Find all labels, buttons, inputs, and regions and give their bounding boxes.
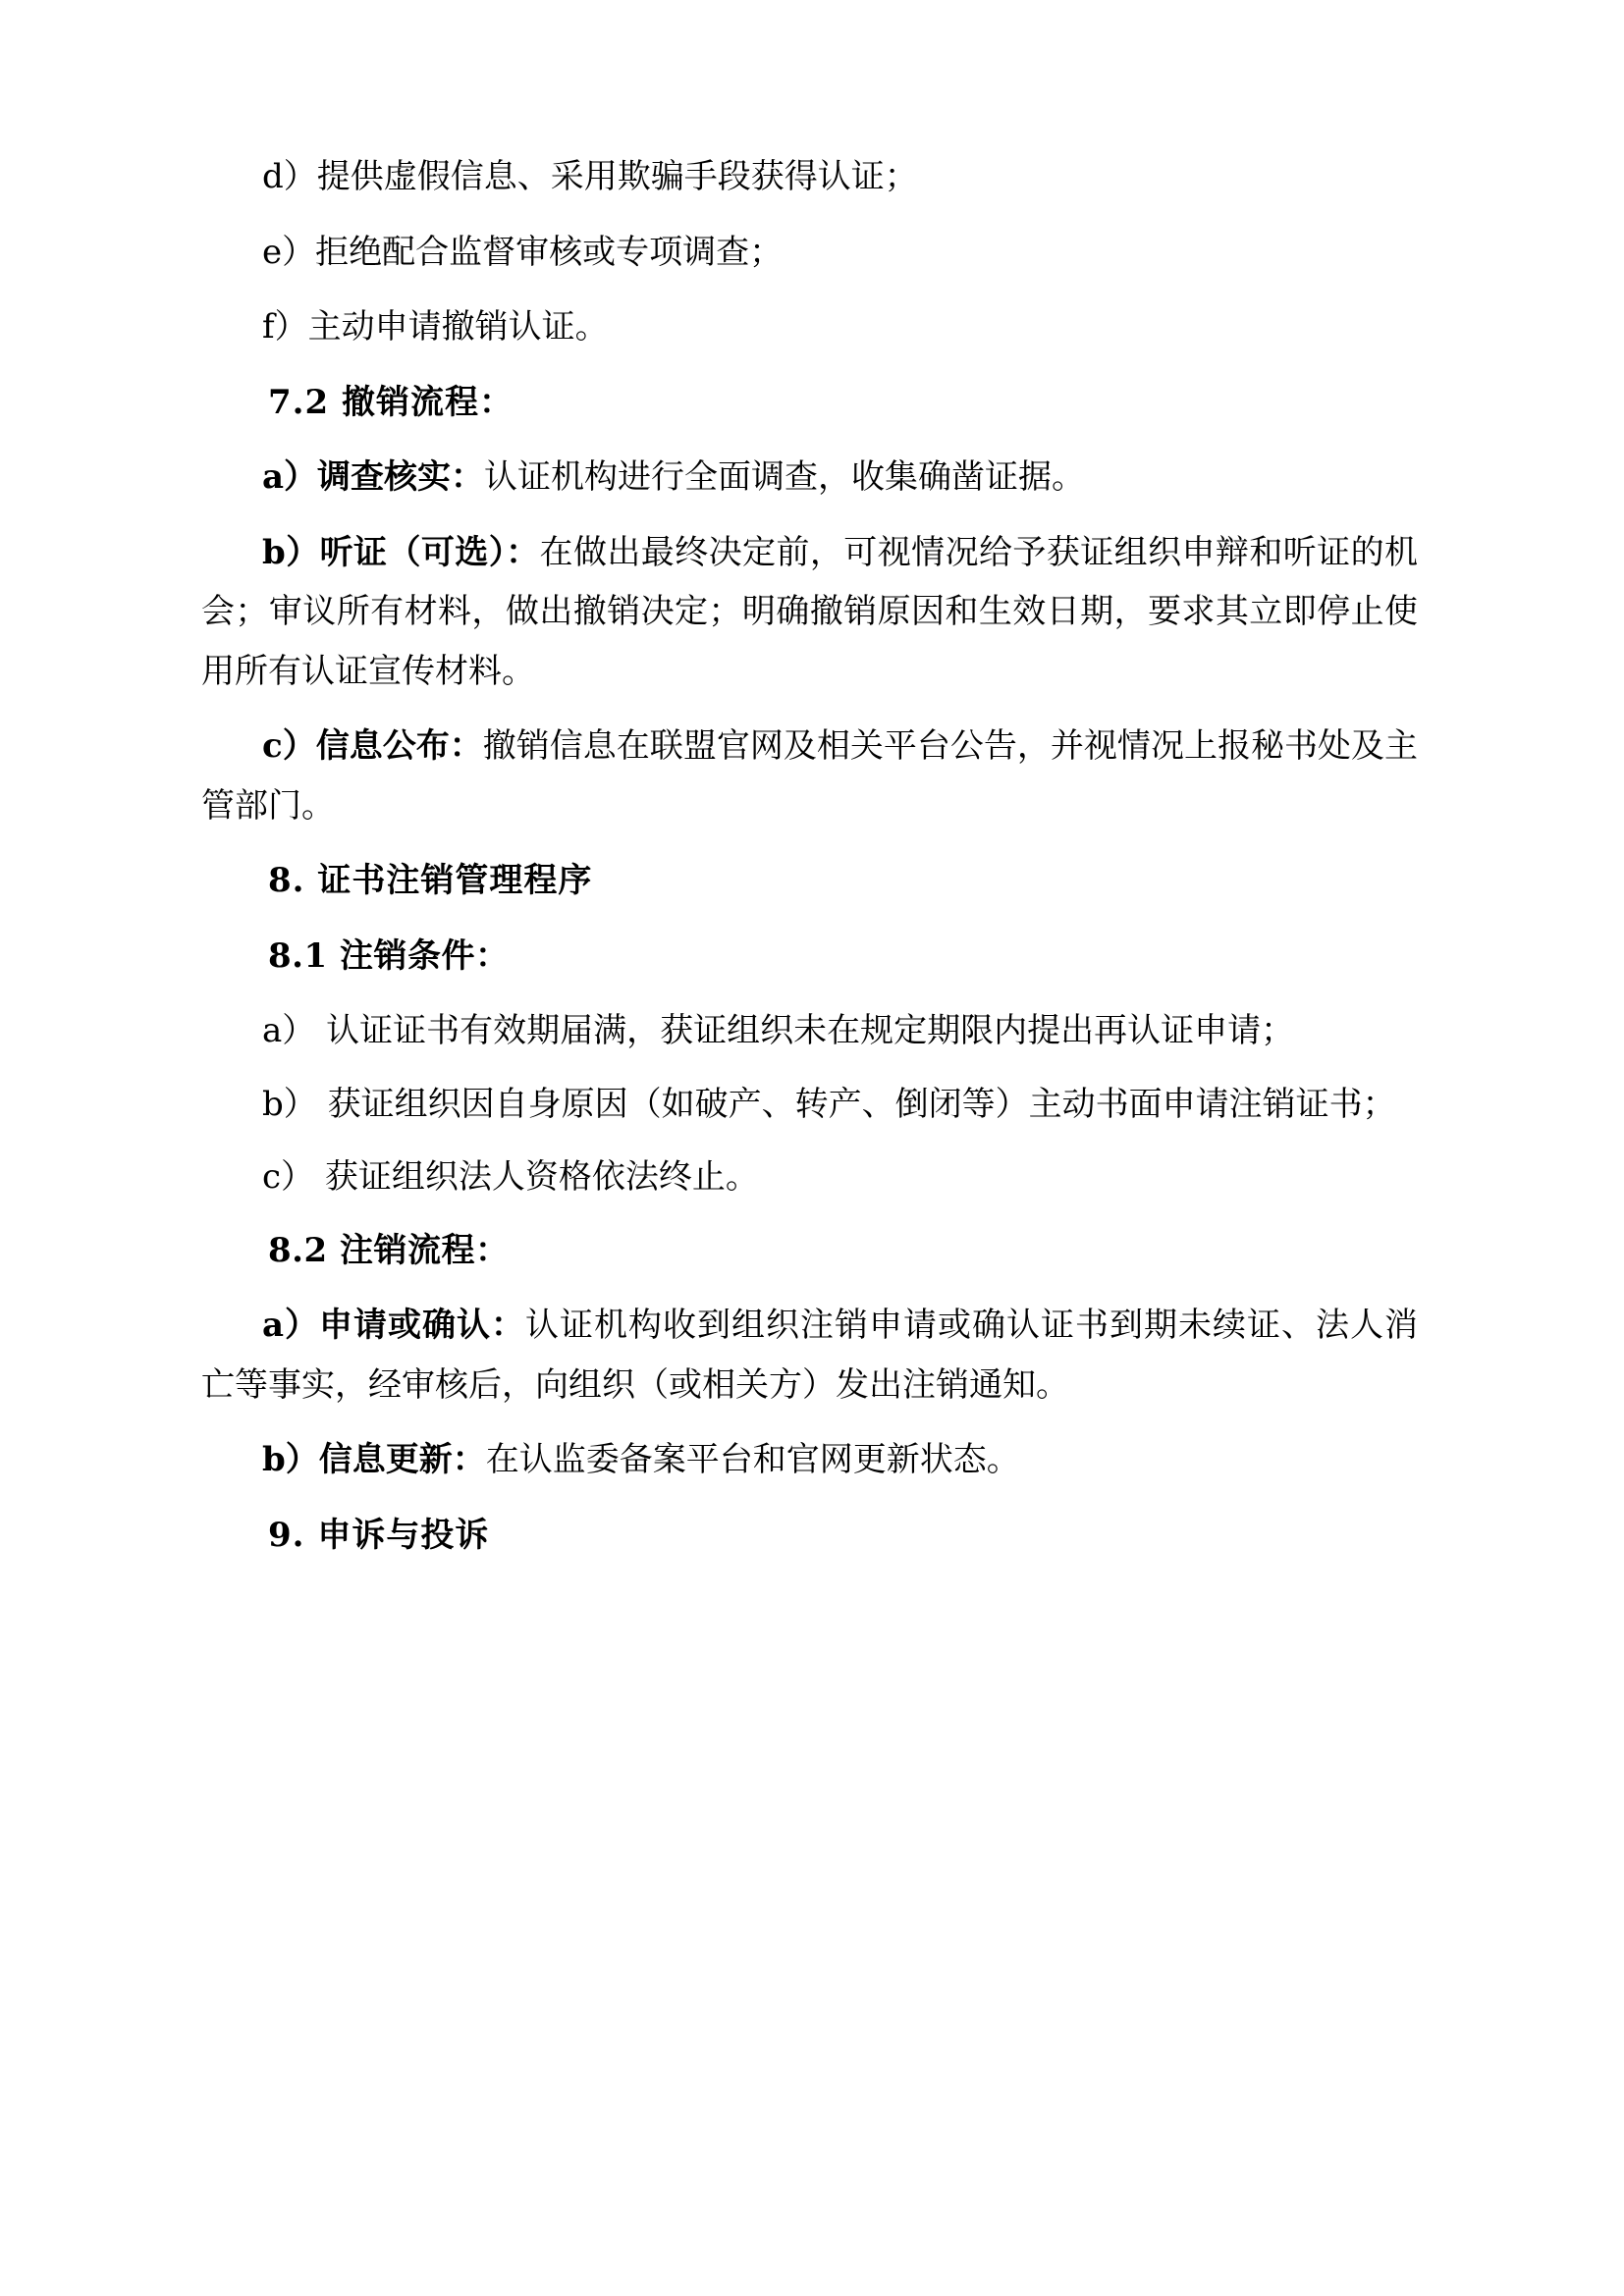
paragraph-label: a）申请或确认：: [262, 1306, 526, 1346]
list-item: a） 认证证书有效期届满，获证组织未在规定期限内提出再认证申请；: [262, 1011, 1295, 1051]
paragraph-hearing: [201, 523, 1418, 702]
section-heading-8-2: 8.2 注销流程：: [268, 1230, 510, 1270]
paragraph-application-confirmation: [201, 1296, 1418, 1415]
paragraph-label: c）信息公布：: [262, 726, 483, 767]
paragraph-label: b）听证（可选）：: [262, 532, 540, 572]
section-heading-7-2: 7.2 撤销流程：: [268, 382, 514, 422]
document-body: [201, 147, 1418, 1565]
paragraph-investigation: [201, 448, 1418, 507]
paragraph-information-update: [201, 1430, 1418, 1490]
section-heading-8-1: 8.1 注销条件：: [268, 935, 510, 976]
section-heading-8: 8. 证书注销管理程序: [268, 861, 593, 901]
paragraph-text: 撤销信息在联盟官网及相关平台公告，并视情况上报秘书处及主管部门。: [201, 726, 1418, 826]
paragraph-text: 在做出最终决定前，可视情况给予获证组织申辩和听证的机会；审议所有材料，做出撤销决定；明确撤销原因和生效日期，要求其立即停止使用所有认证宣传材料。: [201, 532, 1418, 691]
paragraph-publication: [201, 717, 1418, 835]
paragraph-text: 认证机构收到组织注销申请或确认证书到期未续证、法人消亡等事实，经审核后，向组织（或相关方）发出注销通知。: [201, 1306, 1419, 1405]
list-item: f）主动申请撤销认证。: [262, 307, 609, 347]
list-item: d）提供虚假信息、采用欺骗手段获得认证；: [262, 157, 918, 196]
paragraph-text: 认证机构进行全面调查，收集确凿证据。: [484, 457, 1086, 498]
section-heading-9: 9. 申诉与投诉: [268, 1515, 490, 1555]
paragraph-label: a）调查核实：: [262, 457, 485, 498]
paragraph-label: b）信息更新：: [262, 1440, 486, 1480]
paragraph-text: 在认监委备案平台和官网更新状态。: [485, 1440, 1020, 1480]
list-item: e）拒绝配合监督审核或专项调查；: [262, 232, 784, 272]
list-item: c） 获证组织法人资格依法终止。: [262, 1157, 759, 1198]
list-item: b） 获证组织因自身原因（如破产、转产、倒闭等）主动书面申请注销证书；: [262, 1084, 1396, 1124]
